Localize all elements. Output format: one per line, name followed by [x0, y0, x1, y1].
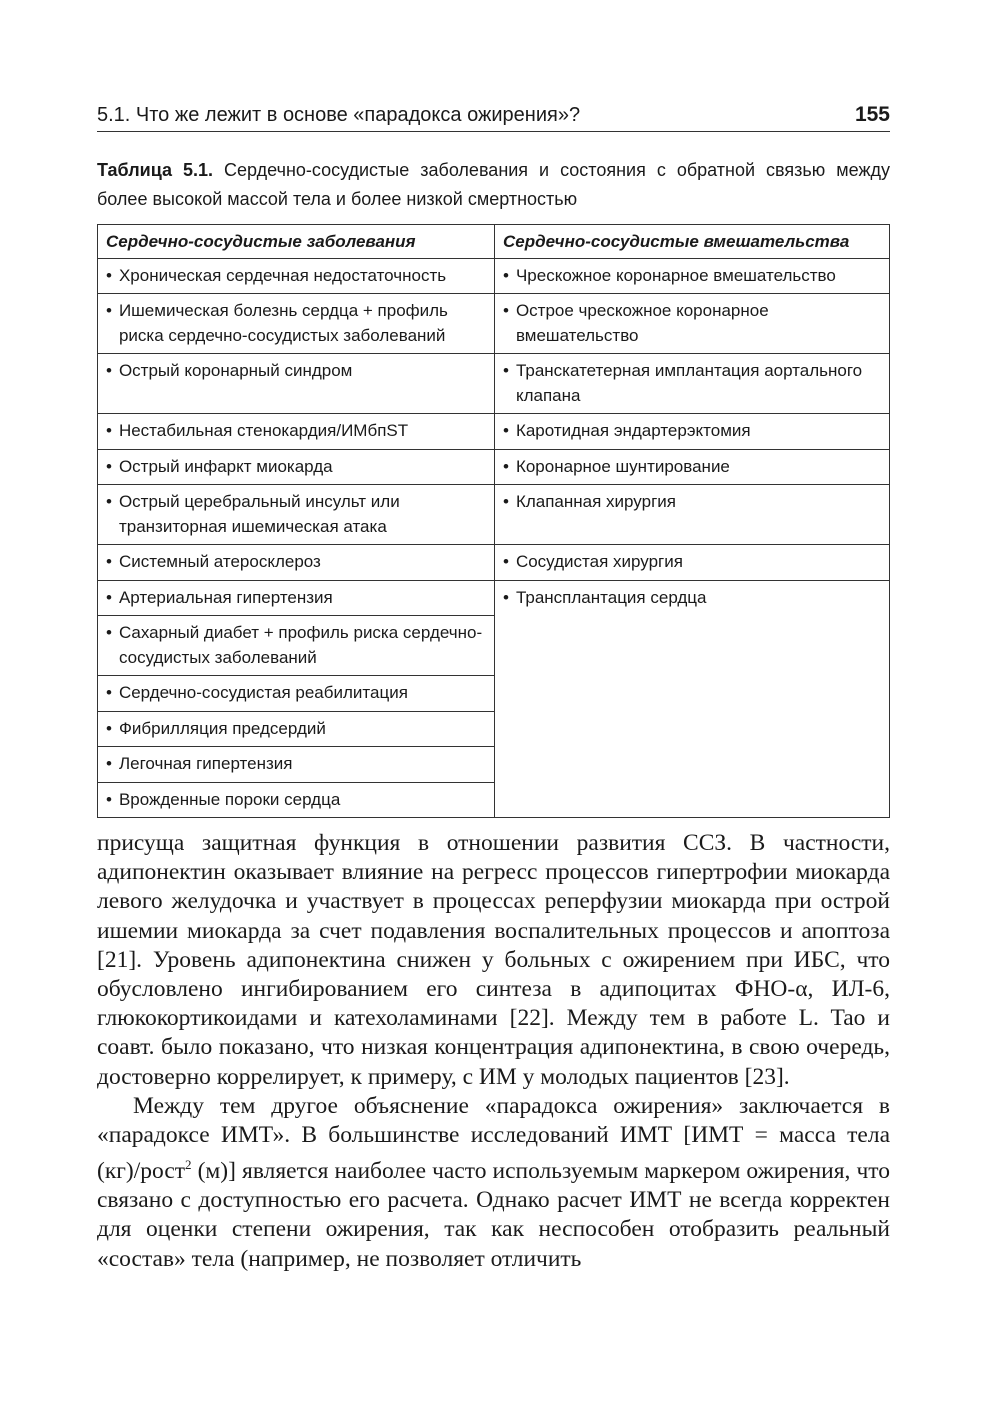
disease-item: • Ишемическая болезнь сердца + профиль риска сердечно-сосудистых заболеваний: [106, 299, 486, 348]
table-row: [98, 354, 890, 414]
disease-cell: [98, 747, 495, 783]
disease-cell: [98, 545, 495, 581]
table-row: [98, 449, 890, 485]
column-header-diseases: Сердечно-сосудистые заболевания: [98, 225, 495, 259]
table-caption-label: Таблица 5.1.: [97, 160, 214, 180]
intervention-item: • Коронарное шунтирование: [503, 455, 881, 480]
disease-item: • Артериальная гипертензия: [106, 586, 486, 611]
page-number: 155: [854, 103, 890, 126]
cardiovascular-table: [97, 224, 890, 818]
table-row: [98, 545, 890, 581]
disease-item: • Нестабильная стенокардия/ИМбпST: [106, 419, 486, 444]
disease-cell: [98, 711, 495, 747]
disease-cell: [98, 485, 495, 545]
intervention-cell: [495, 580, 890, 818]
intervention-cell: [495, 545, 890, 581]
intervention-item: • Острое чрескожное коронарное вмешательство: [503, 299, 881, 348]
disease-item: • Острый церебральный инсульт или транзиторная ишемическая атака: [106, 490, 486, 539]
disease-item: • Острый инфаркт миокарда: [106, 455, 486, 480]
table-row: [98, 485, 890, 545]
disease-cell: [98, 258, 495, 294]
intervention-cell: [495, 354, 890, 414]
body-paragraph: [97, 1092, 890, 1274]
disease-item: • Фибрилляция предсердий: [106, 717, 486, 742]
disease-item: • Системный атеросклероз: [106, 550, 486, 575]
disease-item: • Острый коронарный синдром: [106, 359, 486, 384]
paragraph2-part2: (м)] является наиболее часто используемым маркером ожирения, что связано с доступностью его расчета. Однако расчет ИМТ не всегда корректен для оценки степени ожирения, так как неспособен отобразить реальный «состав» тела (например, не позволяет отличить: [97, 1158, 890, 1272]
disease-cell: [98, 354, 495, 414]
running-header: [97, 102, 890, 132]
intervention-item: • Каротидная эндартерэктомия: [503, 419, 881, 444]
disease-cell: [98, 414, 495, 450]
table-row: [98, 414, 890, 450]
column-header-interventions: Сердечно-сосудистые вмешательства: [495, 225, 890, 259]
intervention-cell: [495, 258, 890, 294]
disease-cell: [98, 676, 495, 712]
intervention-cell: [495, 485, 890, 545]
intervention-item: • Клапанная хирургия: [503, 490, 881, 515]
body-text: [97, 829, 890, 1274]
intervention-item: • Сосудистая хирургия: [503, 550, 881, 575]
section-title: 5.1. Что же лежит в основе «парадокса ожирения»?: [97, 104, 581, 126]
intervention-cell: [495, 414, 890, 450]
intervention-item: • Трансплантация сердца: [503, 586, 881, 611]
table-header-row: [98, 225, 890, 259]
intervention-item: • Чрескожное коронарное вмешательство: [503, 264, 881, 289]
table-caption: [97, 156, 890, 214]
table-row: [98, 258, 890, 294]
intervention-item: • Транскатетерная имплантация аортального клапана: [503, 359, 881, 408]
intervention-cell: [495, 449, 890, 485]
disease-cell: [98, 616, 495, 676]
intervention-cell: [495, 294, 890, 354]
table-row: [98, 294, 890, 354]
disease-item: • Врожденные пороки сердца: [106, 788, 486, 813]
disease-item: • Сердечно-сосудистая реабилитация: [106, 681, 486, 706]
table-row: [98, 580, 890, 616]
disease-item: • Сахарный диабет + профиль риска сердечно-сосудистых заболеваний: [106, 621, 486, 670]
disease-cell: [98, 782, 495, 818]
disease-item: • Хроническая сердечная недостаточность: [106, 264, 486, 289]
superscript-2: 2: [185, 1157, 192, 1173]
paragraph2-part1: Между тем другое объяснение «парадокса ожирения» заключается в «парадоксе ИМТ». В большинстве исследований ИМТ [ИМТ = масса тела (кг)/рост: [97, 1092, 890, 1185]
disease-cell: [98, 449, 495, 485]
disease-item: • Легочная гипертензия: [106, 752, 486, 777]
table-caption-text: Сердечно-сосудистые заболевания и состояния с обратной связью между более высокой массой тела и более низкой смертностью: [97, 160, 890, 209]
disease-cell: [98, 580, 495, 616]
disease-cell: [98, 294, 495, 354]
body-paragraph: присуща защитная функция в отношении развития ССЗ. В частности, адипонектин оказывает влияние на регресс процессов гипертрофии миокарда левого желудочка и участвует в процессах реперфузии миокарда при острой ишемии миокарда за счет подавления воспалительных процессов и апоптоза [21]. Уровень адипонектина снижен у больных с ожирением при ИБС, что обусловлено ингибированием его синтеза в адипоцитах ФНО-α, ИЛ-6, глюкокортикоидами и катехоламинами [22]. Между тем в работе L. Tao и соавт. было показано, что низкая концентрация адипонектина, в свою очередь, достоверно коррелирует, к примеру, с ИМ у молодых пациентов [23].: [97, 830, 890, 1090]
